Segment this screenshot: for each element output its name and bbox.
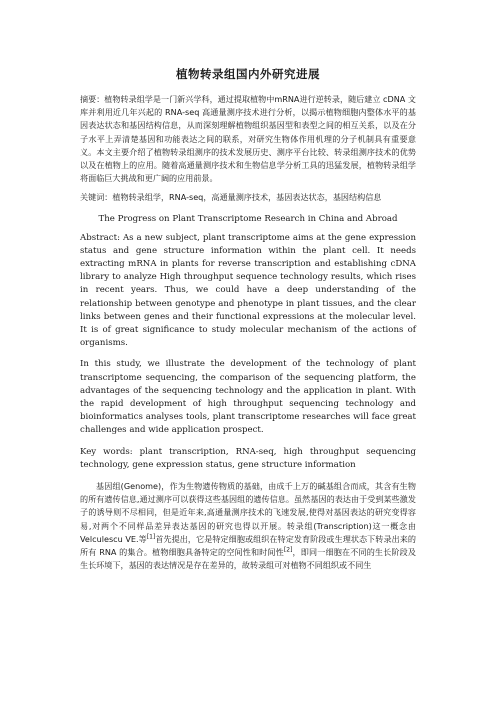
study-summary-en: In this study, we illustrate the development of the technology of plant transcriptome sequencing, the comparison of the sequencing platform, the advantages of the sequencing technology and the application in plant. With the rapid development of high throughput sequencing technology and bioinformatics analyses tools, plant transcriptome researches will face great challenges and wide application prospect. <box>80 359 416 436</box>
body-text-part-1: 基因组(Genome)，作为生物遗传物质的基础，由成千上万的碱基组合而成，其含有生物的所有遗传信息,通过测序可以获得这些基因组的遗传信息。虽然基因的表达由于受到某些激发子的诱导则不尽相同，但是近年来,高通量测序技术的飞速发展,使得对基因表达的研究变得容易,对两个不同样品差异表达基因的研究也得以开展。转录组(Transcription)这一概念由 Velculescu VE.等 <box>80 481 416 544</box>
keywords-en: Key words: plant transcription, RNA-seq, high throughput sequencing technology, gene expression status, gene structure information <box>80 446 416 470</box>
citation-1: [1] <box>146 533 156 541</box>
english-title: The Progress on Plant Transcriptome Research in China and Abroad <box>98 213 398 224</box>
abstract-en: Abstract: As a new subject, plant transcriptome aims at the gene expression status and gene structure information within the plant cell. It needs extracting mRNA in plants for reverse transcription and establishing cDNA library to analyze High throughput sequence technology results, which rises in recent years. Thus, we could have a deep understanding of the relationship between genotype and phenotype in plant tissues, and the clear links between genes and their functional expressions at the molecular level. It is of great significance to study molecular mechanism of the actions of organisms. <box>80 232 416 349</box>
body-paragraph <box>80 480 416 572</box>
abstract-zh: 摘要：植物转录组学是一门新兴学科，通过提取植物中mRNA进行逆转录，随后建立 cDNA 文库并利用近几年兴起的 RNA-seq 高通量测序技术进行分析，以揭示植物细胞内整体水平的基因表达状态和基因结构信息，从而深刻理解植物组织基因型和表型之间的相互关系，以及在分子水平上弄清楚基因和功能表达之间的联系，对研究生物体作用机理的分子机制具有重要意义。本文主要介绍了植物转录组测序的技术发展历史、测序平台比较、转录组测序技术的优势以及在植物上的应用。随着高通量测序技术和生物信息学分析工具的迅猛发展，植物转录组学将面临巨大挑战和更广阔的应用前景。 <box>80 94 416 184</box>
citation-2: [2] <box>283 546 293 554</box>
body-text-part-3: ，即同一细胞在不同的生长阶段及生长环境下，基因的表达情况是存在差异的，故转录组可对植物不同组织或不同生 <box>80 547 416 571</box>
body-text-part-2: 首先提出，它是特定细胞或组织在特定发育阶段或生理状态下转录出来的所有 RNA 的集合。植物细胞具备特定的空间性和时间性 <box>80 533 416 558</box>
keywords-zh: 关键词：植物转录组学，RNA-seq，高通量测序技术，基因表达状态，基因结构信息 <box>80 192 382 203</box>
document-title: 植物转录组国内外研究进展 <box>176 67 320 81</box>
